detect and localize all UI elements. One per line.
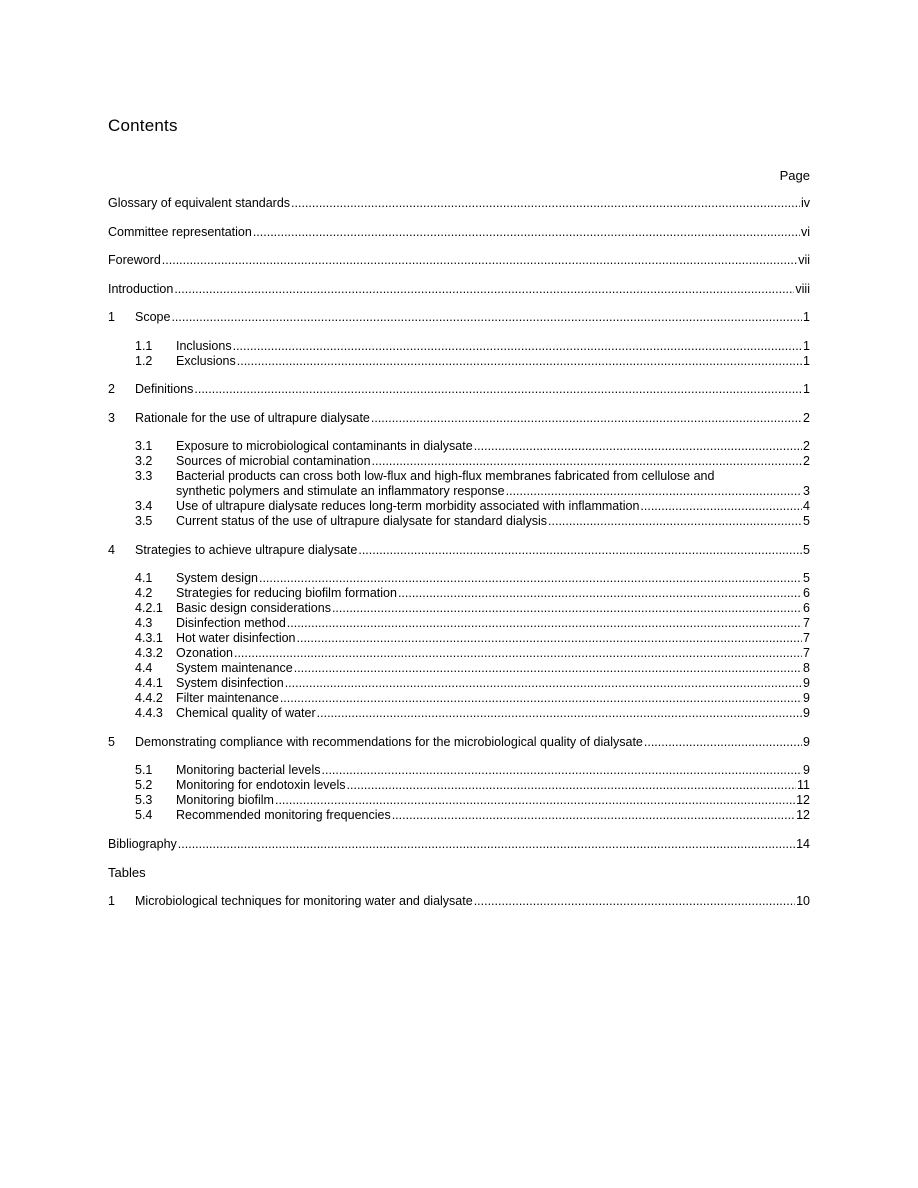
toc-page-number: 4 [803, 499, 810, 513]
toc-page-number: 2 [803, 410, 810, 425]
toc-entry-section-4-3[interactable] [108, 616, 810, 631]
toc-entry-number: 4 [108, 542, 115, 557]
toc-page-number: iv [800, 196, 810, 210]
toc-entry-text: Ozonation [176, 646, 233, 660]
toc-entry-number: 1 [108, 893, 115, 908]
toc-entry-section-1-2[interactable] [108, 354, 810, 369]
toc-entry-number: 3.3 [135, 469, 153, 483]
leader-dots [640, 499, 802, 514]
toc-entry-section-4-2[interactable] [108, 586, 810, 601]
leader-dots [178, 837, 795, 852]
leader-dots [371, 411, 802, 426]
toc-entry-number: 4.3.1 [135, 631, 163, 645]
toc-entry-number: 4.2 [135, 586, 153, 600]
leader-dots [171, 310, 802, 325]
toc-page-number: 1 [803, 310, 810, 324]
leader-dots [253, 225, 800, 240]
toc-entry-number: 3.2 [135, 454, 153, 468]
toc-entry-text: Committee representation [108, 224, 252, 239]
toc-page-number: 9 [803, 691, 810, 705]
toc-entry-text: System design [176, 571, 258, 585]
toc-entry-section-5-4[interactable] [108, 808, 810, 823]
toc-entry-section-3-2[interactable] [108, 454, 810, 469]
toc-entry-section-4-4-3[interactable] [108, 706, 810, 721]
toc-entry-section-4-2-1[interactable] [108, 601, 810, 616]
toc-entry-text: Inclusions [176, 338, 232, 353]
toc-entry-section-1[interactable] [108, 310, 810, 325]
toc-page-number: 14 [796, 836, 810, 851]
toc-page-number: 12 [796, 808, 810, 822]
toc-entry-section-2[interactable] [108, 382, 810, 397]
toc-entry-number: 5 [108, 734, 115, 749]
leader-dots [174, 282, 794, 297]
toc-entry-text: Basic design considerations [176, 601, 331, 615]
leader-dots [474, 894, 795, 909]
toc-entry-number: 5.1 [135, 763, 153, 777]
toc-entry-section-4-4[interactable] [108, 661, 810, 676]
toc-entry-section-3-4[interactable] [108, 499, 810, 514]
toc-page-number: 9 [803, 763, 810, 777]
leader-dots [233, 339, 802, 354]
toc-entry-number: 4.4.2 [135, 691, 163, 705]
toc-entry-number: 4.1 [135, 571, 153, 585]
toc-entry-section-5-3[interactable] [108, 793, 810, 808]
toc-entry-text-continued: synthetic polymers and stimulate an inflammatory response [176, 484, 505, 498]
toc-page-number: 1 [803, 353, 810, 368]
leader-dots [280, 691, 802, 706]
toc-entry-number: 1.1 [135, 338, 153, 353]
toc-entry-text: Disinfection method [176, 616, 286, 630]
leader-dots [332, 601, 802, 616]
leader-dots [259, 571, 802, 586]
toc-page-number: 5 [803, 571, 810, 585]
toc-page-number: vi [800, 224, 810, 239]
table-of-contents [108, 196, 810, 909]
leader-dots [347, 778, 796, 793]
leader-dots [275, 793, 795, 808]
toc-entry-number: 3.4 [135, 499, 153, 513]
toc-entry-number: 4.4.1 [135, 676, 163, 690]
toc-entry-section-3-3[interactable] [108, 469, 810, 499]
toc-entry-number: 4.4.3 [135, 706, 163, 720]
toc-page-number: 6 [803, 586, 810, 600]
toc-page-number: 8 [803, 661, 810, 675]
leader-dots [234, 646, 802, 661]
toc-entry-text: Definitions [135, 382, 194, 396]
toc-entry-glossary[interactable] [108, 196, 810, 211]
toc-entry-text: Bacterial products can cross both low-flux and high-flux membranes fabricated from cellulose and [176, 469, 715, 483]
toc-entry-line-1 [135, 469, 810, 484]
leader-dots [287, 616, 802, 631]
toc-page-number: 7 [803, 646, 810, 660]
toc-entry-number: 4.2.1 [135, 601, 163, 615]
leader-dots [474, 439, 802, 454]
toc-page-number: vii [798, 253, 810, 267]
toc-entry-number: 1.2 [135, 353, 153, 368]
toc-entry-text: Current status of the use of ultrapure dialysate for standard dialysis [176, 514, 548, 528]
toc-page-number: 9 [803, 734, 810, 749]
toc-page-number: 11 [797, 778, 810, 792]
toc-entry-number: 4.3 [135, 616, 153, 630]
toc-entry-section-4-3-1[interactable] [108, 631, 810, 646]
toc-page-number: 1 [803, 382, 810, 396]
toc-entry-text: Sources of microbial contamination [176, 454, 371, 468]
toc-entry-section-4[interactable] [108, 543, 810, 558]
leader-dots [644, 735, 802, 750]
toc-entry-text: Hot water disinfection [176, 631, 296, 645]
leader-dots [194, 382, 802, 397]
toc-entry-number: 3.1 [135, 439, 153, 453]
leader-dots [291, 196, 800, 211]
toc-entry-foreword[interactable] [108, 253, 810, 268]
leader-dots [322, 763, 803, 778]
toc-entry-section-5-1[interactable] [108, 763, 810, 778]
toc-page-number: 7 [803, 616, 810, 630]
leader-dots [285, 676, 802, 691]
toc-page-number: viii [795, 281, 810, 296]
toc-entry-number: 3 [108, 410, 115, 425]
toc-entry-text: Rationale for the use of ultrapure dialysate [135, 410, 370, 425]
toc-entry-number: 5.2 [135, 778, 153, 792]
toc-page-number: 5 [803, 542, 810, 557]
toc-page-number: 2 [803, 454, 810, 468]
toc-page-number: 10 [796, 893, 810, 908]
toc-entry-text: Strategies for reducing biofilm formation [176, 586, 397, 600]
toc-entry-line-2 [135, 484, 810, 499]
toc-entry-section-3-1[interactable] [108, 439, 810, 454]
toc-page-number: 1 [803, 338, 810, 353]
leader-dots [294, 661, 802, 676]
toc-page-number: 2 [803, 439, 810, 453]
toc-entry-text: Demonstrating compliance with recommendations for the microbiological quality of dialysate [135, 734, 643, 749]
toc-entry-text: Scope [135, 310, 171, 324]
tables-heading: Tables [108, 865, 146, 880]
page-title: Contents [108, 116, 178, 135]
toc-page-number: 9 [803, 706, 810, 720]
toc-entry-number: 1 [108, 310, 115, 324]
toc-page-number: 3 [803, 484, 810, 498]
toc-entry-text: Exposure to microbiological contaminants in dialysate [176, 439, 473, 453]
toc-entry-text: Introduction [108, 281, 174, 296]
toc-entry-number: 5.3 [135, 793, 153, 807]
toc-entry-section-4-1[interactable] [108, 571, 810, 586]
toc-entry-text: Glossary of equivalent standards [108, 196, 291, 210]
toc-entry-text: Monitoring for endotoxin levels [176, 778, 346, 792]
toc-entry-section-5[interactable] [108, 735, 810, 750]
toc-entry-text: Strategies to achieve ultrapure dialysate [135, 542, 358, 557]
toc-entry-number: 4.4 [135, 661, 153, 675]
toc-entry-section-4-3-2[interactable] [108, 646, 810, 661]
leader-dots [548, 514, 802, 529]
toc-entry-section-4-4-2[interactable] [108, 691, 810, 706]
toc-entry-section-5-2[interactable] [108, 778, 810, 793]
toc-entry-text: Monitoring biofilm [176, 793, 274, 807]
toc-entry-text: Recommended monitoring frequencies [176, 808, 391, 822]
toc-entry-text: Monitoring bacterial levels [176, 763, 321, 777]
toc-page-number: 6 [803, 601, 810, 615]
toc-page-number: 5 [803, 514, 810, 528]
toc-entry-text: Use of ultrapure dialysate reduces long-term morbidity associated with inflammation [176, 499, 640, 513]
toc-entry-section-3[interactable] [108, 411, 810, 426]
toc-entry-number: 4.3.2 [135, 646, 163, 660]
toc-page-number: 12 [796, 793, 810, 807]
toc-entry-text: Chemical quality of water [176, 706, 316, 720]
leader-dots [237, 354, 802, 369]
leader-dots [358, 543, 802, 558]
toc-entry-text: System disinfection [176, 676, 284, 690]
toc-entry-text: System maintenance [176, 661, 293, 675]
toc-entry-number: 3.5 [135, 514, 153, 528]
toc-entry-text: Foreword [108, 253, 161, 267]
leader-dots [297, 631, 803, 646]
toc-page-number: 7 [803, 631, 810, 645]
toc-entry-section-3-5[interactable] [108, 514, 810, 529]
toc-entry-bibliography[interactable] [108, 837, 810, 852]
toc-entry-text: Bibliography [108, 836, 177, 851]
toc-entry-table-1[interactable] [108, 894, 810, 909]
leader-dots [372, 454, 803, 469]
leader-dots [162, 253, 797, 268]
toc-entry-text: Exclusions [176, 353, 236, 368]
toc-entry-number: 2 [108, 382, 115, 396]
toc-entry-committee[interactable] [108, 225, 810, 240]
toc-entry-text: Filter maintenance [176, 691, 279, 705]
leader-dots [392, 808, 795, 823]
leader-dots [317, 706, 802, 721]
toc-entry-section-1-1[interactable] [108, 339, 810, 354]
page-column-header: Page [779, 168, 810, 183]
toc-page-number: 9 [803, 676, 810, 690]
leader-dots [506, 484, 802, 499]
toc-entry-text: Microbiological techniques for monitoring water and dialysate [135, 893, 473, 908]
leader-dots [398, 586, 802, 601]
toc-entry-number: 5.4 [135, 808, 153, 822]
toc-entry-introduction[interactable] [108, 282, 810, 297]
toc-entry-section-4-4-1[interactable] [108, 676, 810, 691]
